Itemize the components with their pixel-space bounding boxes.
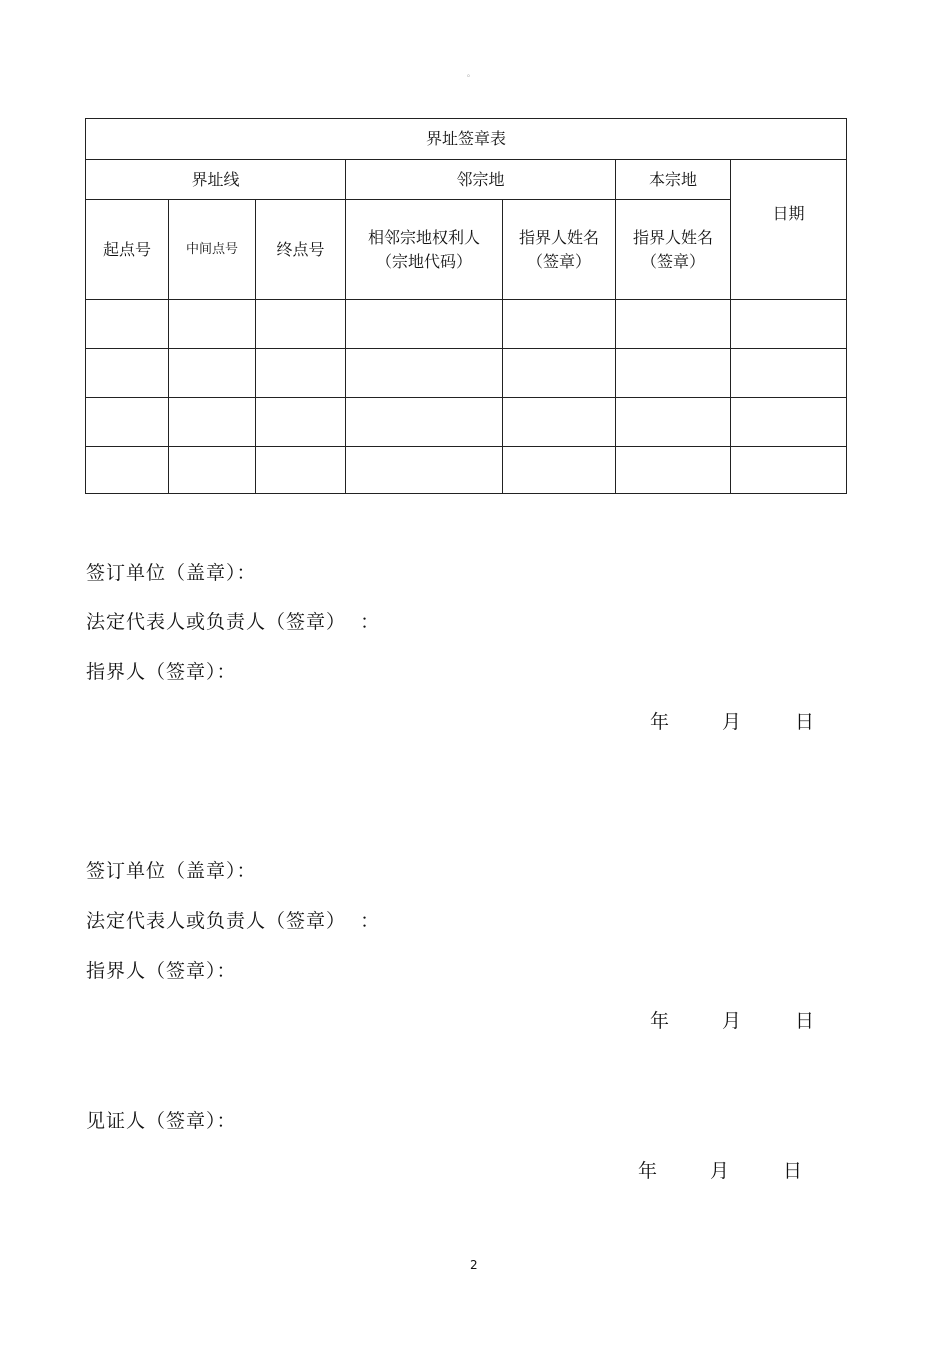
table-cell[interactable] bbox=[616, 349, 731, 398]
table-cell[interactable] bbox=[731, 447, 847, 494]
table-cell[interactable] bbox=[616, 447, 731, 494]
header-self-pointer bbox=[616, 200, 731, 300]
date-day: 日 bbox=[795, 711, 815, 733]
table-cell[interactable] bbox=[256, 349, 346, 398]
table-cell[interactable] bbox=[86, 447, 169, 494]
header-end-point: 终点号 bbox=[256, 200, 346, 300]
pointer-label: 指界人（签章）： bbox=[86, 661, 237, 683]
date-year: 年 bbox=[650, 711, 670, 733]
boundary-signature-table bbox=[85, 118, 847, 494]
table-row bbox=[86, 447, 847, 494]
table-cell[interactable] bbox=[169, 349, 256, 398]
table-cell[interactable] bbox=[503, 300, 616, 349]
date-month: 月 bbox=[722, 1010, 742, 1032]
table-cell[interactable] bbox=[731, 349, 847, 398]
date-year: 年 bbox=[638, 1160, 658, 1182]
header-boundary-line: 界址线 bbox=[86, 160, 346, 200]
neighbor-owner-line2: （宗地代码） bbox=[375, 251, 472, 271]
table-cell[interactable] bbox=[169, 447, 256, 494]
table-row bbox=[86, 300, 847, 349]
table-title: 界址签章表 bbox=[86, 119, 847, 160]
self-pointer-line1: 指界人姓名 bbox=[632, 227, 713, 247]
table-cell[interactable] bbox=[169, 300, 256, 349]
table-cell[interactable] bbox=[256, 300, 346, 349]
witness-label: 见证人（签章）： bbox=[86, 1110, 237, 1132]
table-cell[interactable] bbox=[616, 398, 731, 447]
signing-unit-label: 签订单位（盖章）： bbox=[86, 860, 257, 882]
table-cell[interactable] bbox=[256, 398, 346, 447]
table-cell[interactable] bbox=[731, 398, 847, 447]
date-day: 日 bbox=[783, 1160, 803, 1182]
table-cell[interactable] bbox=[346, 300, 503, 349]
table-cell[interactable] bbox=[169, 398, 256, 447]
neighbor-owner-line1: 相邻宗地权利人 bbox=[367, 227, 480, 247]
table-cell[interactable] bbox=[86, 349, 169, 398]
table-cell[interactable] bbox=[256, 447, 346, 494]
neighbor-pointer-line1: 指界人姓名 bbox=[518, 227, 599, 247]
table-cell[interactable] bbox=[86, 300, 169, 349]
page-mark: 。 bbox=[467, 69, 475, 78]
header-this-parcel: 本宗地 bbox=[616, 160, 731, 200]
neighbor-pointer-line2: （签章） bbox=[526, 251, 591, 271]
page-number: 2 bbox=[470, 1258, 478, 1272]
table-row bbox=[86, 398, 847, 447]
date-month: 月 bbox=[710, 1160, 730, 1182]
table-cell[interactable] bbox=[346, 349, 503, 398]
table-cell[interactable] bbox=[346, 447, 503, 494]
table-cell[interactable] bbox=[503, 447, 616, 494]
date-year: 年 bbox=[650, 1010, 670, 1032]
header-date: 日期 bbox=[731, 160, 847, 300]
self-pointer-line2: （签章） bbox=[640, 251, 705, 271]
date-month: 月 bbox=[722, 711, 742, 733]
pointer-label: 指界人（签章）： bbox=[86, 960, 237, 982]
header-start-point: 起点号 bbox=[86, 200, 169, 300]
header-neighbor-owner bbox=[346, 200, 503, 300]
legal-rep-label: 法定代表人或负责人（签章） ： bbox=[86, 611, 381, 633]
signing-unit-label: 签订单位（盖章）： bbox=[86, 562, 257, 584]
table-cell[interactable] bbox=[616, 300, 731, 349]
header-mid-point: 中间点号 bbox=[169, 200, 256, 300]
date-day: 日 bbox=[795, 1010, 815, 1032]
table-cell[interactable] bbox=[503, 398, 616, 447]
table-cell[interactable] bbox=[86, 398, 169, 447]
table-cell[interactable] bbox=[731, 300, 847, 349]
header-neighbor-pointer bbox=[503, 200, 616, 300]
table-row bbox=[86, 349, 847, 398]
table-cell[interactable] bbox=[346, 398, 503, 447]
legal-rep-label: 法定代表人或负责人（签章） ： bbox=[86, 910, 381, 932]
header-neighbor-parcel: 邻宗地 bbox=[346, 160, 616, 200]
table-cell[interactable] bbox=[503, 349, 616, 398]
